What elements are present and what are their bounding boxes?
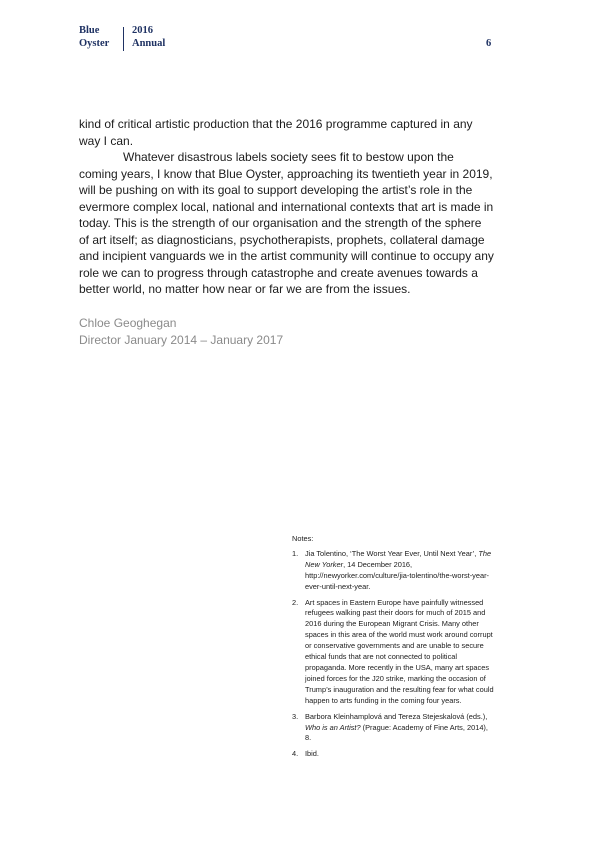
note-text-part: Art spaces in Eastern Europe have painfully witnessed refugees walking past their doors for much of 2015 and 2016 during the European Migrant Crisis. Many other spaces in this area of the world must work around corrupt or conservative governments and are unable to secure ethical funds that are not connected to political propaganda. More recently in the USA, many art spaces joined forces for the J20 strike, marking the occasion of Trump’s inauguration and the resulting fear for what could happen to arts funding in the coming four years. (305, 597, 494, 705)
note-text-part: Barbora Kleinhamplová and Tereza Stejeskalová (eds.), (305, 711, 488, 721)
note-text (305, 712, 496, 745)
note-text (305, 549, 496, 593)
header-pub-line2: Annual (132, 38, 166, 49)
notes-title: Notes: (292, 534, 314, 543)
note-text-part: (Prague: Academy of Fine Arts, 2014), 8. (305, 722, 488, 743)
page-number: 6 (486, 38, 492, 49)
body-paragraph-1: kind of critical artistic production that the 2016 programme captured in any way I can. (79, 117, 473, 148)
note-text (305, 598, 496, 707)
note-number: 4. (292, 749, 299, 759)
note-italic-title: Who is an Artist? (305, 722, 361, 732)
signature-title: Director January 2014 – January 2017 (79, 332, 284, 347)
signature-name: Chloe Geoghegan (79, 316, 177, 330)
header-org-line1: Blue (79, 25, 100, 36)
body-paragraph-2: Whatever disastrous labels society sees fit to bestow upon the coming years, I know that Blue Oyster, approaching its twentieth year in 2019, will be pushing on with its goal to support developing the artist’s role in the evermore complex local, national and international contexts that art is made in today. This is the strength of our organisation and the strength of the sphere of art itself; as diagnosticians, psychotherapists, prophets, collateral damage and incipient vanguards we in the artist community will continue to occupy any role we can to progress through catastrophe and create avenues towards a better world, no matter how near or far we are from the issues. (79, 150, 494, 296)
header-org-line2: Oyster (79, 38, 110, 49)
header-pub-line1: 2016 (132, 25, 153, 36)
note-number: 3. (292, 711, 299, 721)
header-divider (123, 27, 124, 51)
note-text-part: Jia Tolentino, ‘The Worst Year Ever, Until Next Year’, (305, 548, 479, 558)
note-text-part: Ibid. (305, 749, 319, 759)
signature (79, 315, 283, 348)
body-text (79, 116, 494, 298)
note-item (292, 749, 496, 760)
note-number: 2. (292, 597, 299, 607)
note-item (292, 712, 496, 745)
note-number: 1. (292, 548, 299, 558)
notes (292, 534, 496, 765)
note-text-part: , 14 December 2016, http://newyorker.com/culture/jia-tolentino/the-worst-year-ever-until-next-year. (305, 559, 490, 591)
note-item (292, 549, 496, 593)
note-item (292, 598, 496, 707)
note-text (305, 749, 496, 760)
note-italic-title: The New Yorker (305, 548, 492, 569)
